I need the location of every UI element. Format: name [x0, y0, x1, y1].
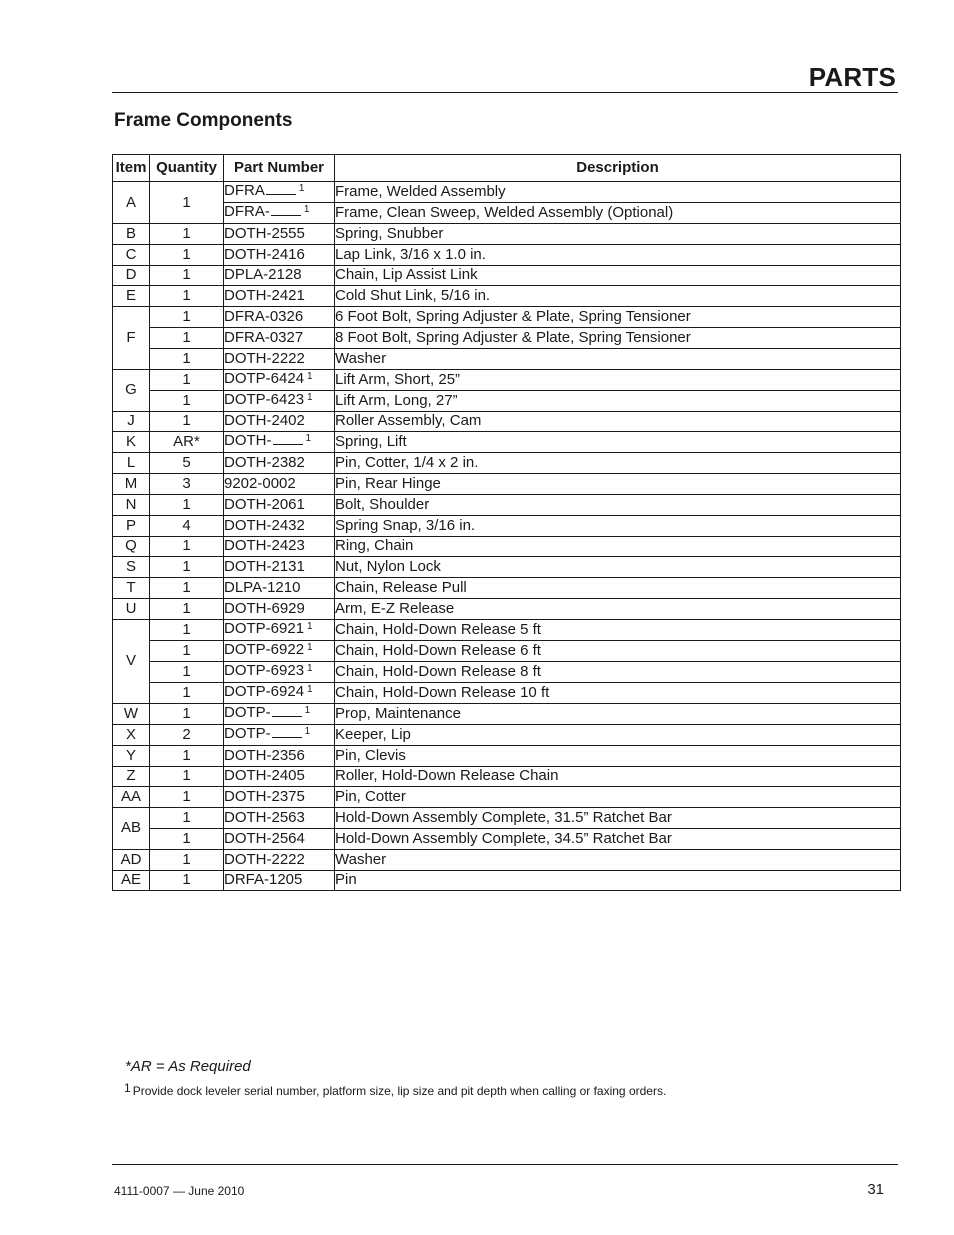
part-number-text: DFRA- — [224, 203, 270, 220]
part-number-text: DOTP- — [224, 724, 271, 742]
table-row — [113, 474, 901, 495]
parts-table — [112, 154, 901, 891]
part-number-text: DOTP-6923 — [224, 661, 305, 679]
part-number-cell — [224, 787, 335, 808]
quantity-cell: 1 — [150, 244, 224, 265]
quantity-cell: 1 — [150, 870, 224, 891]
table-row — [113, 682, 901, 703]
parts-table-body — [113, 182, 901, 891]
part-number-text: DOTH- — [224, 432, 272, 450]
part-number-cell — [224, 515, 335, 536]
part-number-cell — [224, 724, 335, 745]
part-number-text: 9202-0002 — [224, 475, 296, 493]
item-cell: M — [113, 474, 150, 495]
item-cell: AB — [113, 808, 150, 850]
item-cell: W — [113, 703, 150, 724]
part-number-cell — [224, 557, 335, 578]
part-number-text: DRFA-1205 — [224, 871, 303, 889]
part-number-text: DPLA-2128 — [224, 266, 302, 284]
table-row — [113, 787, 901, 808]
table-row — [113, 348, 901, 369]
item-cell: B — [113, 224, 150, 245]
part-number-blank — [273, 432, 303, 445]
part-number-text: DOTH-2382 — [224, 454, 305, 472]
table-row — [113, 453, 901, 474]
description-cell: Chain, Lip Assist Link — [335, 265, 901, 286]
column-header-description: Description — [335, 155, 901, 182]
quantity-cell: 1 — [150, 265, 224, 286]
section-title: Frame Components — [114, 110, 293, 131]
footnote-reference: 1 — [303, 204, 310, 215]
quantity-cell: 1 — [150, 286, 224, 307]
quantity-cell: 1 — [150, 640, 224, 661]
description-cell: Ring, Chain — [335, 536, 901, 557]
table-row — [113, 265, 901, 286]
description-cell: Hold-Down Assembly Complete, 31.5” Ratchet Bar — [335, 808, 901, 829]
quantity-cell: 1 — [150, 224, 224, 245]
description-cell: Roller, Hold-Down Release Chain — [335, 766, 901, 787]
item-cell: G — [113, 369, 150, 411]
item-cell: U — [113, 598, 150, 619]
description-cell: Prop, Maintenance — [335, 703, 901, 724]
quantity-cell: 5 — [150, 453, 224, 474]
quantity-cell: 1 — [150, 766, 224, 787]
quantity-cell: 1 — [150, 619, 224, 640]
footnote-reference: 1 — [307, 683, 313, 695]
part-number-cell — [224, 390, 335, 411]
footer-divider — [112, 1164, 898, 1165]
quantity-cell: 1 — [150, 598, 224, 619]
item-cell: N — [113, 494, 150, 515]
footnote-reference: 1 — [307, 641, 313, 653]
column-header-part-number: Part Number — [224, 155, 335, 182]
item-cell: J — [113, 411, 150, 432]
quantity-cell: 3 — [150, 474, 224, 495]
description-cell: Chain, Hold-Down Release 5 ft — [335, 619, 901, 640]
table-row — [113, 369, 901, 390]
part-number-text: DOTH-2563 — [224, 809, 305, 827]
description-cell: Hold-Down Assembly Complete, 34.5” Ratchet Bar — [335, 828, 901, 849]
quantity-cell: 1 — [150, 703, 224, 724]
quantity-cell: 1 — [150, 182, 224, 224]
part-number-text: DOTP-6924 — [224, 682, 305, 700]
quantity-cell: 1 — [150, 578, 224, 599]
part-number-cell — [224, 745, 335, 766]
table-row — [113, 619, 901, 640]
quantity-cell: 1 — [150, 348, 224, 369]
part-number-cell — [224, 327, 335, 348]
quantity-cell: 1 — [150, 411, 224, 432]
quantity-cell: 1 — [150, 327, 224, 348]
description-cell: Bolt, Shoulder — [335, 494, 901, 515]
description-cell: Cold Shut Link, 5/16 in. — [335, 286, 901, 307]
part-number-cell — [224, 870, 335, 891]
table-row — [113, 724, 901, 745]
column-header-quantity: Quantity — [150, 155, 224, 182]
part-number-text: DOTH-2222 — [224, 850, 305, 868]
part-number-text: DOTH-2405 — [224, 767, 305, 785]
part-number-text: DOTP-6424 — [224, 369, 305, 387]
quantity-cell: 1 — [150, 808, 224, 829]
table-row — [113, 703, 901, 724]
part-number-cell — [224, 286, 335, 307]
footnote-reference: 1 — [307, 370, 313, 382]
description-cell: Keeper, Lip — [335, 724, 901, 745]
part-number-cell — [224, 661, 335, 682]
part-number-cell — [224, 808, 335, 829]
quantity-cell: 1 — [150, 307, 224, 328]
table-row — [113, 640, 901, 661]
quantity-cell: 1 — [150, 682, 224, 703]
part-number-cell — [224, 682, 335, 703]
description-cell: Washer — [335, 849, 901, 870]
description-cell: Frame, Welded Assembly — [335, 182, 901, 203]
part-number-cell — [224, 224, 335, 245]
item-cell: V — [113, 619, 150, 703]
table-row — [113, 390, 901, 411]
part-number-text: DOTH-2432 — [224, 516, 305, 534]
footnote-reference: 1 — [307, 391, 313, 403]
description-cell: Chain, Hold-Down Release 10 ft — [335, 682, 901, 703]
table-row — [113, 307, 901, 328]
part-number-cell — [224, 474, 335, 495]
part-number-text: DOTH-2564 — [224, 829, 305, 847]
description-cell: Spring, Lift — [335, 432, 901, 453]
table-row — [113, 745, 901, 766]
part-number-text: DFRA — [224, 182, 265, 199]
part-number-text: DOTP- — [224, 703, 271, 721]
table-row — [113, 203, 901, 224]
part-number-cell — [224, 640, 335, 661]
part-number-text: DOTH-2375 — [224, 788, 305, 806]
description-cell: Lift Arm, Short, 25” — [335, 369, 901, 390]
table-row — [113, 598, 901, 619]
part-number-text: DOTH-2061 — [224, 495, 305, 513]
page-number: 31 — [867, 1181, 884, 1198]
footnote — [124, 1081, 667, 1098]
quantity-cell: 1 — [150, 849, 224, 870]
part-number-cell — [224, 598, 335, 619]
part-number-text: DOTH-2131 — [224, 558, 305, 576]
part-number-cell — [224, 244, 335, 265]
table-row — [113, 557, 901, 578]
part-number-cell — [224, 265, 335, 286]
description-cell: Lap Link, 3/16 x 1.0 in. — [335, 244, 901, 265]
footnote-reference: 1 — [304, 725, 311, 737]
part-number-text: DOTH-2416 — [224, 245, 305, 263]
item-cell: K — [113, 432, 150, 453]
part-number-text: DLPA-1210 — [224, 579, 301, 597]
table-row — [113, 578, 901, 599]
table-row — [113, 244, 901, 265]
footnote-reference: 1 — [305, 433, 312, 445]
part-number-text: DOTH-2222 — [224, 349, 305, 367]
part-number-cell — [224, 432, 335, 453]
table-row — [113, 661, 901, 682]
table-row — [113, 849, 901, 870]
description-cell: Nut, Nylon Lock — [335, 557, 901, 578]
table-row — [113, 182, 901, 203]
item-cell: Z — [113, 766, 150, 787]
part-number-cell — [224, 619, 335, 640]
quantity-cell: AR* — [150, 432, 224, 453]
part-number-blank — [272, 725, 302, 738]
item-cell: E — [113, 286, 150, 307]
footnote-reference: 1 — [304, 704, 311, 716]
quantity-cell: 1 — [150, 661, 224, 682]
item-cell: C — [113, 244, 150, 265]
quantity-cell: 1 — [150, 557, 224, 578]
table-row — [113, 224, 901, 245]
description-cell: Frame, Clean Sweep, Welded Assembly (Optional) — [335, 203, 901, 224]
part-number-cell — [224, 578, 335, 599]
description-cell: 8 Foot Bolt, Spring Adjuster & Plate, Spring Tensioner — [335, 327, 901, 348]
item-cell: T — [113, 578, 150, 599]
item-cell: AD — [113, 849, 150, 870]
part-number-text: DFRA-0327 — [224, 328, 304, 346]
part-number-text: DOTP-6423 — [224, 390, 305, 408]
part-number-cell — [224, 536, 335, 557]
table-row — [113, 327, 901, 348]
description-cell: Chain, Hold-Down Release 8 ft — [335, 661, 901, 682]
part-number-cell — [224, 703, 335, 724]
footnote-reference: 1 — [298, 183, 305, 194]
description-cell: Pin — [335, 870, 901, 891]
description-cell: Chain, Release Pull — [335, 578, 901, 599]
table-row — [113, 808, 901, 829]
table-row — [113, 536, 901, 557]
part-number-cell — [224, 453, 335, 474]
table-row — [113, 766, 901, 787]
part-number-blank — [272, 704, 302, 717]
part-number-text: DOTP-6922 — [224, 640, 305, 658]
footnote-reference: 1 — [307, 620, 313, 632]
footnote-mark: 1 — [124, 1081, 131, 1095]
item-cell: AA — [113, 787, 150, 808]
part-number-text: DOTH-6929 — [224, 599, 305, 617]
footnote-text: Provide dock leveler serial number, platform size, lip size and pit depth when calling or faxing orders. — [132, 1084, 667, 1098]
part-number-text: DOTH-2356 — [224, 746, 305, 764]
description-cell: Arm, E-Z Release — [335, 598, 901, 619]
footnote-reference: 1 — [307, 662, 313, 674]
part-number-cell — [224, 203, 335, 224]
quantity-cell: 1 — [150, 787, 224, 808]
description-cell: Pin, Clevis — [335, 745, 901, 766]
table-row — [113, 411, 901, 432]
part-number-blank — [266, 182, 296, 195]
header-divider — [112, 92, 898, 93]
part-number-text: DFRA-0326 — [224, 308, 304, 326]
part-number-cell — [224, 766, 335, 787]
part-number-cell — [224, 494, 335, 515]
part-number-cell — [224, 307, 335, 328]
item-cell: S — [113, 557, 150, 578]
part-number-text: DOTH-2423 — [224, 537, 305, 555]
quantity-cell: 1 — [150, 745, 224, 766]
description-cell: 6 Foot Bolt, Spring Adjuster & Plate, Spring Tensioner — [335, 307, 901, 328]
page-header-title: PARTS — [808, 62, 896, 92]
quantity-cell: 1 — [150, 390, 224, 411]
description-cell: Spring Snap, 3/16 in. — [335, 515, 901, 536]
part-number-text: DOTP-6921 — [224, 619, 305, 637]
item-cell: D — [113, 265, 150, 286]
quantity-cell: 1 — [150, 828, 224, 849]
quantity-cell: 1 — [150, 494, 224, 515]
table-row — [113, 494, 901, 515]
part-number-text: DOTH-2555 — [224, 224, 305, 242]
item-cell: L — [113, 453, 150, 474]
table-row — [113, 286, 901, 307]
part-number-cell — [224, 828, 335, 849]
table-row — [113, 828, 901, 849]
description-cell: Washer — [335, 348, 901, 369]
quantity-cell: 1 — [150, 536, 224, 557]
part-number-blank — [271, 203, 301, 216]
item-cell: X — [113, 724, 150, 745]
quantity-cell: 4 — [150, 515, 224, 536]
item-cell: Y — [113, 745, 150, 766]
item-cell: Q — [113, 536, 150, 557]
table-row — [113, 432, 901, 453]
item-cell: AE — [113, 870, 150, 891]
part-number-cell — [224, 182, 335, 203]
table-row — [113, 870, 901, 891]
quantity-cell: 2 — [150, 724, 224, 745]
table-header-row — [113, 155, 901, 182]
item-cell: A — [113, 182, 150, 224]
part-number-cell — [224, 411, 335, 432]
part-number-cell — [224, 369, 335, 390]
description-cell: Pin, Rear Hinge — [335, 474, 901, 495]
document-number: 4111-0007 — June 2010 — [114, 1184, 245, 1198]
item-cell: P — [113, 515, 150, 536]
table-row — [113, 515, 901, 536]
description-cell: Chain, Hold-Down Release 6 ft — [335, 640, 901, 661]
part-number-text: DOTH-2421 — [224, 287, 305, 305]
part-number-cell — [224, 849, 335, 870]
as-required-note: *AR = As Required — [125, 1058, 251, 1075]
item-cell: F — [113, 307, 150, 369]
description-cell: Pin, Cotter — [335, 787, 901, 808]
column-header-item: Item — [113, 155, 150, 182]
description-cell: Roller Assembly, Cam — [335, 411, 901, 432]
part-number-text: DOTH-2402 — [224, 412, 305, 430]
description-cell: Pin, Cotter, 1/4 x 2 in. — [335, 453, 901, 474]
description-cell: Lift Arm, Long, 27” — [335, 390, 901, 411]
description-cell: Spring, Snubber — [335, 224, 901, 245]
part-number-cell — [224, 348, 335, 369]
quantity-cell: 1 — [150, 369, 224, 390]
